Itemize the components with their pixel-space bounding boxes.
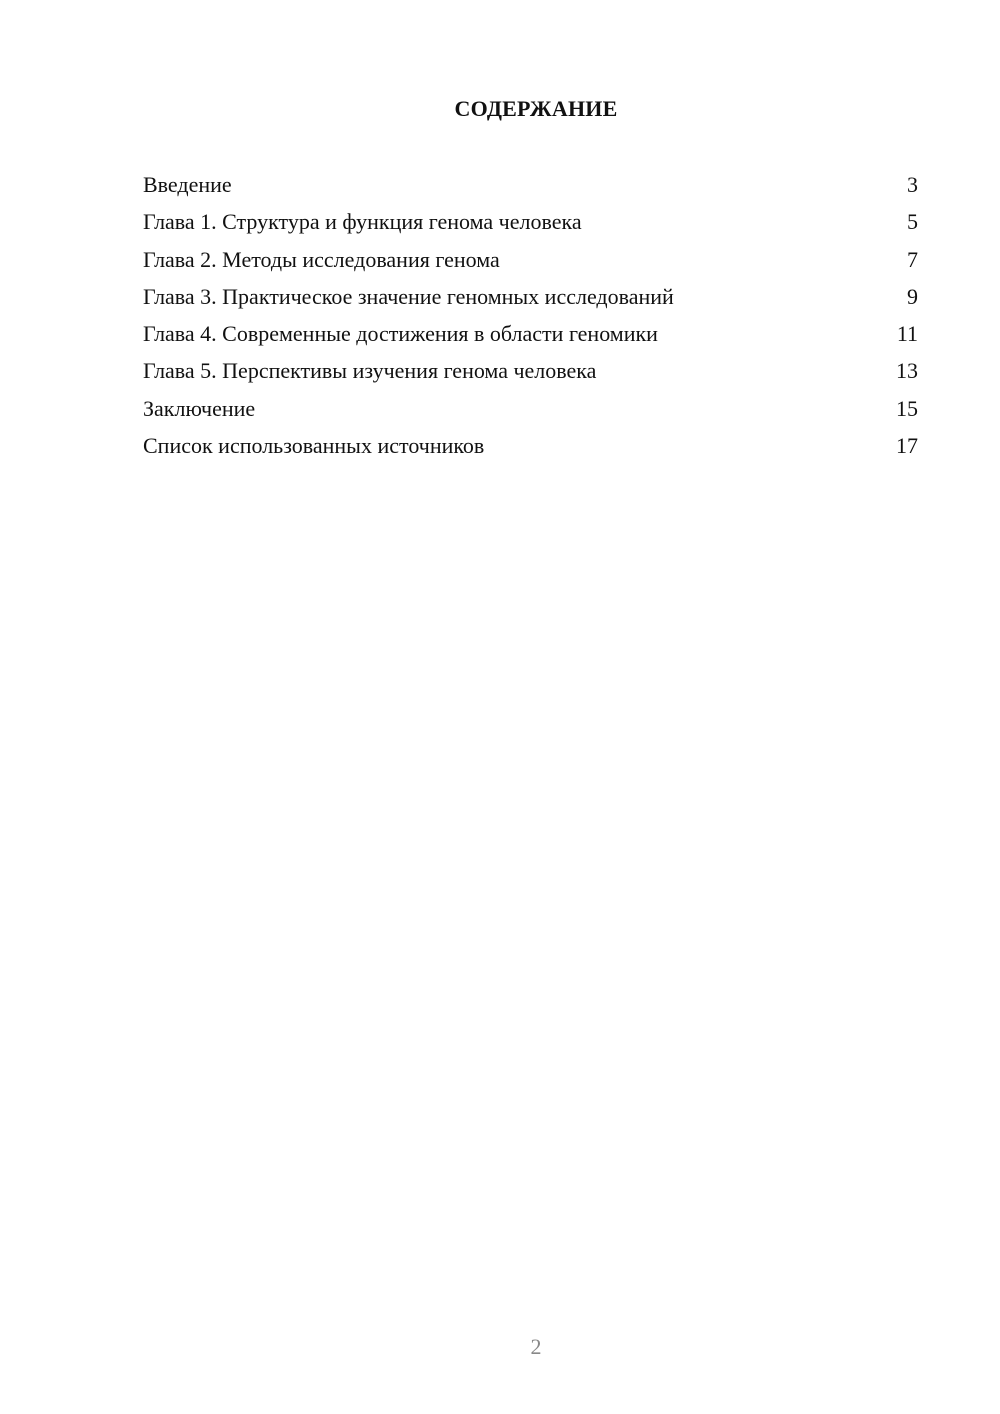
toc-entry bbox=[143, 394, 918, 431]
toc-entry-page: 15 bbox=[896, 395, 918, 421]
toc-entry-page: 13 bbox=[896, 358, 918, 384]
toc-entry bbox=[143, 170, 918, 207]
toc-entry-page: 11 bbox=[896, 321, 918, 347]
toc-entry-label: Глава 1. Структура и функция генома человека bbox=[143, 209, 582, 235]
toc-entry-label: Глава 2. Методы исследования генома bbox=[143, 246, 500, 272]
table-of-contents bbox=[143, 170, 918, 468]
toc-entry bbox=[143, 356, 918, 393]
toc-entry-page: 5 bbox=[907, 209, 918, 235]
toc-entry bbox=[143, 207, 918, 244]
toc-entry-page: 17 bbox=[896, 433, 918, 459]
toc-entry-label: Глава 5. Перспективы изучения генома человека bbox=[143, 358, 597, 384]
toc-entry-label: Введение bbox=[143, 172, 232, 197]
toc-entry-page: 9 bbox=[907, 283, 918, 309]
toc-entry-label: Заключение bbox=[143, 395, 256, 421]
toc-entry-page: 7 bbox=[907, 246, 918, 272]
toc-entry bbox=[143, 245, 918, 282]
page-number: 2 bbox=[530, 1334, 542, 1359]
toc-entry bbox=[143, 282, 918, 319]
toc-entry-label: Глава 4. Современные достижения в области геномики bbox=[143, 321, 658, 347]
page-title: СОДЕРЖАНИЕ bbox=[454, 96, 618, 121]
toc-entry bbox=[143, 319, 918, 356]
toc-entry-label: Глава 3. Практическое значение геномных исследований bbox=[143, 283, 674, 309]
toc-entry-label: Список использованных источников bbox=[143, 433, 485, 459]
toc-entry-page: 3 bbox=[907, 172, 918, 197]
toc-entry bbox=[143, 431, 918, 468]
